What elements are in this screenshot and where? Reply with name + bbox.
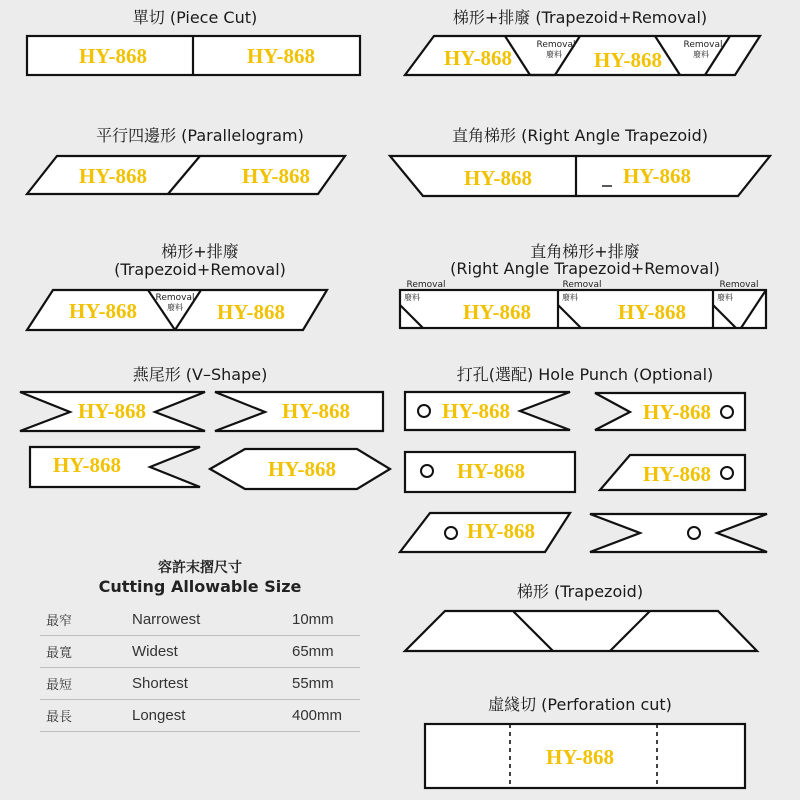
removal-label: Removal <box>562 280 602 290</box>
punch-hole <box>418 405 430 417</box>
trapezoid-shape <box>405 611 757 651</box>
removal-label-zh: 廢料 <box>546 50 562 59</box>
hole-punch-6 <box>590 514 767 552</box>
ra-trapezoid-removal-shape <box>400 280 766 328</box>
size-zh: 最寬 <box>40 636 132 668</box>
size-value: 55mm <box>292 668 360 700</box>
v-shape-4 <box>210 449 390 489</box>
piece-cut-title: 單切 (Piece Cut) <box>132 8 258 27</box>
size-en: Shortest <box>132 668 292 700</box>
ra-trapezoid-removal-title-en: (Right Angle Trapezoid+Removal) <box>450 259 720 278</box>
size-value: 400mm <box>292 700 360 732</box>
size-zh: 最長 <box>40 700 132 732</box>
v-shape-title: 燕尾形 (V–Shape) <box>132 365 268 384</box>
punch-hole <box>421 465 433 477</box>
punch-hole <box>721 467 733 479</box>
hy-label: HY-868 <box>246 44 316 68</box>
parallelogram-title: 平行四邊形 (Parallelogram) <box>96 126 304 145</box>
trapezoid-removal-2-shape <box>27 290 327 330</box>
v-shape-3 <box>30 447 200 487</box>
size-en: Narrowest <box>132 604 292 636</box>
removal-label-zh: 廢料 <box>167 303 183 312</box>
hole-punch-5 <box>400 513 570 552</box>
size-value: 65mm <box>292 636 360 668</box>
hole-punch-1 <box>405 392 570 430</box>
hy-label: HY-868 <box>642 462 712 486</box>
hy-label: HY-868 <box>466 519 536 543</box>
removal-label-zh: 廢料 <box>717 293 733 302</box>
removal-label: Removal <box>719 280 759 290</box>
piece-cut-shape <box>27 36 360 75</box>
hole-punch-2 <box>595 393 745 430</box>
hy-label: HY-868 <box>52 453 122 477</box>
ra-trapezoid-removal-title-zh: 直角梯形+排廢 <box>530 242 640 261</box>
v-shape-2 <box>215 392 383 431</box>
hy-label: HY-868 <box>78 164 148 188</box>
hy-label: HY-868 <box>68 299 138 323</box>
size-en: Widest <box>132 636 292 668</box>
hy-label: HY-868 <box>462 300 532 324</box>
hole-punch-3 <box>405 452 575 492</box>
hy-label: HY-868 <box>241 164 311 188</box>
size-table-title-zh: 容許末摺尺寸 <box>158 560 242 576</box>
punch-hole <box>445 527 457 539</box>
removal-label-zh: 廢料 <box>404 293 420 302</box>
hy-label: HY-868 <box>216 300 286 324</box>
table-row <box>40 668 360 700</box>
removal-label-zh: 廢料 <box>562 293 578 302</box>
right-angle-trapezoid-title: 直角梯形 (Right Angle Trapezoid) <box>451 126 708 145</box>
removal-label: Removal <box>155 293 195 303</box>
v-shape-1 <box>20 392 205 431</box>
table-row <box>40 636 360 668</box>
hole-punch-4 <box>600 455 745 490</box>
hy-label: HY-868 <box>622 164 692 188</box>
hy-label: HY-868 <box>267 457 337 481</box>
trapezoid-removal-title: 梯形+排廢 (Trapezoid+Removal) <box>452 8 708 27</box>
hy-label: HY-868 <box>617 300 687 324</box>
table-row <box>40 700 360 732</box>
removal-label-zh: 廢料 <box>693 50 709 59</box>
parallelogram-shape <box>27 156 345 194</box>
hy-label: HY-868 <box>642 400 712 424</box>
size-zh: 最窄 <box>40 604 132 636</box>
trapezoid-removal-shape <box>405 36 760 75</box>
size-value: 10mm <box>292 604 360 636</box>
size-zh: 最短 <box>40 668 132 700</box>
removal-label: Removal <box>683 40 723 50</box>
hy-label: HY-868 <box>78 44 148 68</box>
hy-label: HY-868 <box>463 166 533 190</box>
size-table-title-en: Cutting Allowable Size <box>98 577 302 596</box>
size-table <box>40 604 360 732</box>
trapezoid-title: 梯形 (Trapezoid) <box>516 582 644 601</box>
hy-label: HY-868 <box>545 745 615 769</box>
removal-label: Removal <box>536 40 576 50</box>
punch-hole <box>721 406 733 418</box>
size-en: Longest <box>132 700 292 732</box>
hy-label: HY-868 <box>281 399 351 423</box>
perforation-shape <box>425 724 745 788</box>
removal-label: Removal <box>406 280 446 290</box>
trapezoid-removal-2-title-zh: 梯形+排廢 <box>161 242 239 261</box>
right-angle-trapezoid-shape <box>390 156 770 196</box>
trapezoid-removal-2-title-en: (Trapezoid+Removal) <box>114 260 286 279</box>
hy-label: HY-868 <box>456 459 526 483</box>
table-row <box>40 604 360 636</box>
hole-punch-title: 打孔(選配) Hole Punch (Optional) <box>456 365 714 384</box>
perforation-title: 虛綫切 (Perforation cut) <box>488 695 672 714</box>
hy-label: HY-868 <box>77 399 147 423</box>
hy-label: HY-868 <box>441 399 511 423</box>
hy-label: HY-868 <box>443 46 513 70</box>
punch-hole <box>688 527 700 539</box>
hy-label: HY-868 <box>593 48 663 72</box>
